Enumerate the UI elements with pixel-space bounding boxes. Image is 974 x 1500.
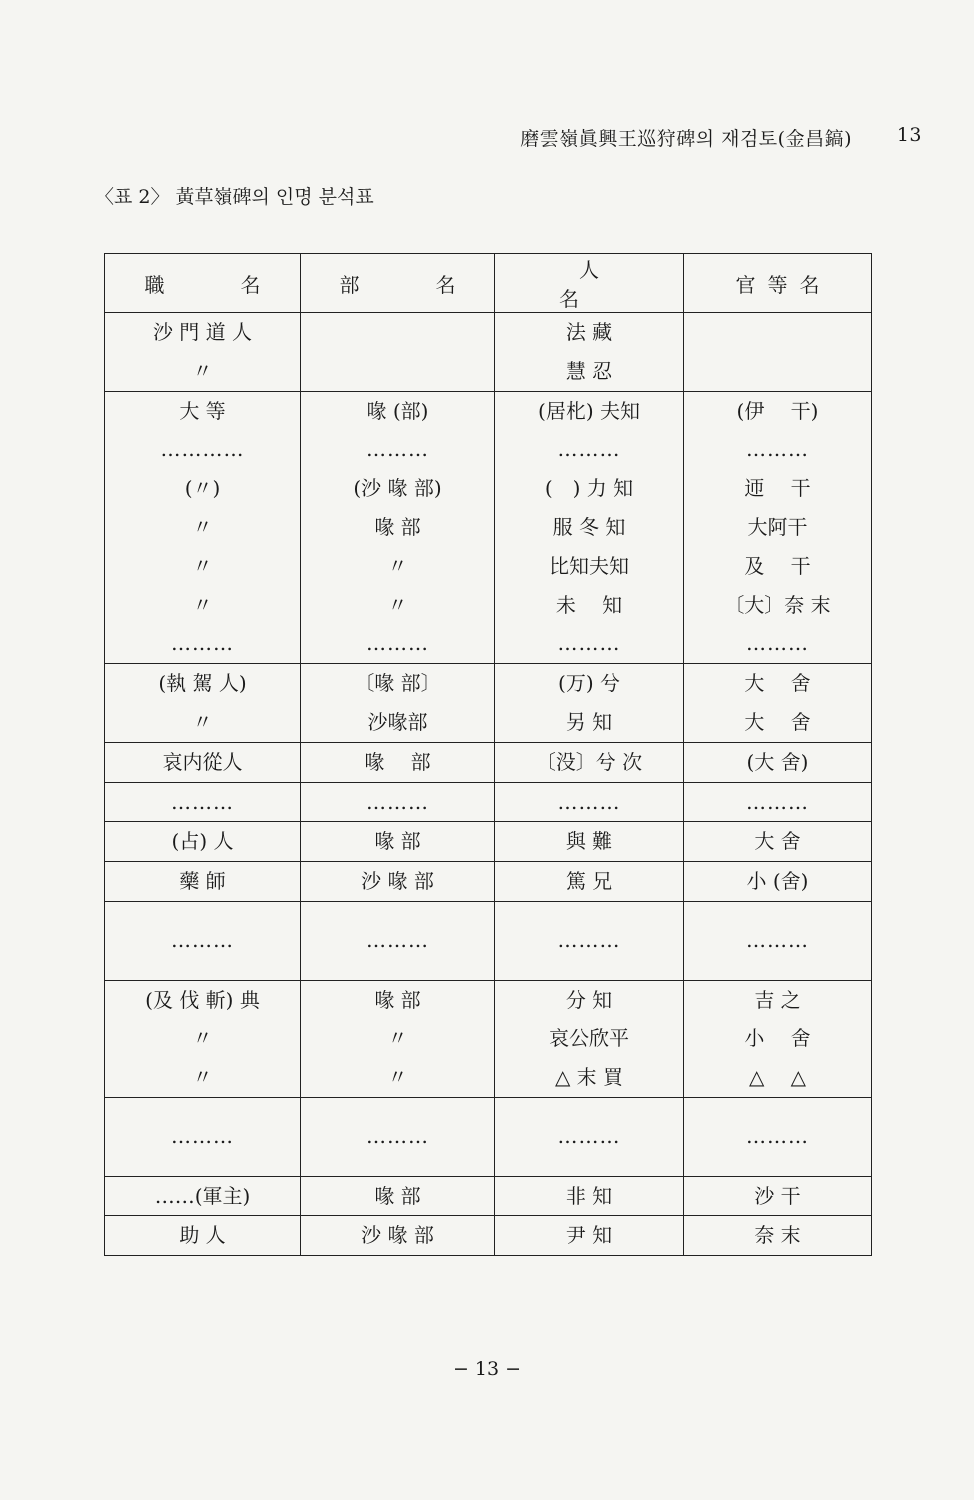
cell-text: 未 知 <box>555 592 623 617</box>
column-header: 人 名 <box>495 254 684 313</box>
table-cell <box>105 822 301 862</box>
cell-text: 喙 部 <box>364 749 431 774</box>
cell-text: ……… <box>366 789 429 814</box>
table-cell <box>495 1097 684 1176</box>
cell-text: 〔没〕兮 次 <box>535 749 643 774</box>
cell-text: 喙 部 <box>374 829 421 854</box>
table-row <box>105 862 872 902</box>
table-cell <box>684 1097 872 1176</box>
cell-text: 〃 <box>192 1065 213 1090</box>
cell-text: 沙 喙 部 <box>361 869 434 894</box>
table-header-row <box>105 254 872 313</box>
cell-text: ……… <box>171 928 234 953</box>
cell-text: (執 駕 人) <box>158 671 247 696</box>
cell-text: 〃 <box>192 553 213 578</box>
column-header: 部 名 <box>301 254 495 313</box>
cell-text: ……… <box>557 1124 621 1149</box>
cell-text: 喙 部 <box>374 987 421 1012</box>
cell-text: 哀公欣平 <box>549 1026 629 1051</box>
table-row <box>105 1216 872 1256</box>
cell-text: 喙 部 <box>374 1183 421 1208</box>
cell-text: ……… <box>746 631 809 656</box>
column-header: 官等名 <box>684 254 872 313</box>
table-cell <box>684 391 872 664</box>
table-cell <box>105 782 301 822</box>
cell-text: ……(軍主) <box>154 1183 251 1208</box>
cell-text: ………… <box>160 437 245 462</box>
cell-text: 大 舍 <box>754 829 801 854</box>
cell-text: 沙 喙 部 <box>361 1223 434 1248</box>
cell-text: 奈 末 <box>754 1223 801 1248</box>
cell-text: ( ) 力 知 <box>544 476 634 501</box>
table-cell <box>495 664 684 743</box>
cell-text: (伊 干) <box>736 398 819 423</box>
cell-text: 〃 <box>387 553 408 578</box>
cell-text: 〃 <box>387 592 408 617</box>
cell-text: ……… <box>171 631 234 656</box>
cell-text: (占) 人 <box>171 829 234 854</box>
cell-text: 〃 <box>192 592 213 617</box>
table-cell <box>301 391 495 664</box>
analysis-table <box>104 253 872 1256</box>
table-cell <box>105 1216 301 1256</box>
table-cell <box>684 742 872 782</box>
table-cell <box>105 391 301 664</box>
table-cell <box>301 901 495 980</box>
cell-text: ……… <box>557 437 621 462</box>
table-cell <box>684 1176 872 1216</box>
cell-text: 藥 師 <box>179 869 226 894</box>
cell-text: 與 難 <box>565 829 613 854</box>
cell-text: ……… <box>366 631 429 656</box>
cell-text: 另 知 <box>565 709 613 734</box>
table-row <box>105 822 872 862</box>
cell-text: ……… <box>171 789 234 814</box>
table-cell <box>495 822 684 862</box>
cell-text: 非 知 <box>565 1183 613 1208</box>
table-row <box>105 901 872 980</box>
cell-text: 〃 <box>192 709 213 734</box>
table-cell <box>301 822 495 862</box>
cell-text: ……… <box>366 1124 429 1149</box>
cell-text: ……… <box>366 928 429 953</box>
table-cell <box>105 1097 301 1176</box>
cell-text: 大 等 <box>179 398 226 423</box>
table-cell <box>684 980 872 1097</box>
cell-text: 喙 部 <box>374 514 421 539</box>
cell-text: ……… <box>746 789 809 814</box>
cell-text: 喙 (部) <box>366 398 429 423</box>
cell-text: 小 (舍) <box>746 869 809 894</box>
table-cell <box>495 1176 684 1216</box>
cell-text: 〃 <box>387 1026 408 1051</box>
cell-text: 法 藏 <box>565 320 613 344</box>
table-cell <box>105 980 301 1097</box>
table-cell <box>684 901 872 980</box>
table-cell <box>105 664 301 743</box>
cell-text: 分 知 <box>565 987 613 1012</box>
cell-text: 迊 干 <box>744 476 811 501</box>
cell-text: ……… <box>366 437 429 462</box>
running-title: 磨雲嶺眞興王巡狩碑의 재검토(金昌鎬) <box>520 128 852 150</box>
table-cell <box>301 1216 495 1256</box>
table-row <box>105 742 872 782</box>
cell-text: 沙 門 道 人 <box>152 320 253 344</box>
table-row <box>105 782 872 822</box>
table-cell <box>495 742 684 782</box>
cell-text: (及 伐 斬) 典 <box>145 987 260 1012</box>
table-caption: 〈표 2〉 黃草嶺碑의 인명 분석표 <box>95 186 374 208</box>
running-header <box>520 124 922 151</box>
cell-text: 篤 兄 <box>565 869 613 894</box>
cell-text: (万) 兮 <box>558 671 620 696</box>
table-cell <box>301 782 495 822</box>
table-cell <box>105 742 301 782</box>
cell-text: 大 舍 <box>744 709 811 734</box>
table-cell <box>684 822 872 862</box>
cell-text: 〃 <box>192 514 213 539</box>
table-cell <box>301 1176 495 1216</box>
cell-text: △ 末 買 <box>554 1065 624 1090</box>
cell-text: (沙 喙 部) <box>353 476 442 501</box>
table-cell <box>495 782 684 822</box>
table-cell <box>684 313 872 392</box>
cell-text: 小 舍 <box>744 1026 811 1051</box>
cell-text: ……… <box>557 789 621 814</box>
page-footer: − 13 − <box>452 1358 522 1380</box>
table-cell <box>105 313 301 392</box>
table-cell <box>105 862 301 902</box>
cell-text: 〃 <box>387 1065 408 1090</box>
cell-text: (居朼) 夫知 <box>538 398 640 423</box>
table-row <box>105 313 872 392</box>
table-cell <box>684 782 872 822</box>
table-cell <box>684 664 872 743</box>
table-cell <box>301 862 495 902</box>
cell-text: 吉 之 <box>754 987 801 1012</box>
cell-text: 〃 <box>192 1026 213 1051</box>
cell-text: 沙喙部 <box>367 709 428 734</box>
cell-text: 慧 忍 <box>565 358 613 383</box>
table-cell <box>301 1097 495 1176</box>
cell-text: ……… <box>746 928 809 953</box>
cell-text: 〃 <box>192 358 213 383</box>
cell-text: (〃) <box>184 476 221 501</box>
table-row <box>105 664 872 743</box>
cell-text: 服 冬 知 <box>552 514 626 539</box>
table-cell <box>301 664 495 743</box>
table-cell <box>684 862 872 902</box>
cell-text: 大 舍 <box>744 671 811 696</box>
cell-text: 〔喙 部〕 <box>354 671 441 696</box>
cell-text: 大阿干 <box>747 514 808 539</box>
cell-text: 比知夫知 <box>549 553 629 578</box>
cell-text: △ △ <box>748 1065 807 1090</box>
table-cell <box>105 901 301 980</box>
cell-text: ……… <box>746 437 809 462</box>
table-row <box>105 391 872 664</box>
cell-text: 哀内從人 <box>162 749 243 774</box>
cell-text: 尹 知 <box>565 1223 613 1248</box>
cell-text: ……… <box>557 631 621 656</box>
cell-text: ……… <box>171 1124 234 1149</box>
table-cell <box>495 862 684 902</box>
cell-text: (大 舍) <box>746 749 809 774</box>
table-cell <box>495 1216 684 1256</box>
cell-text: 沙 干 <box>754 1183 801 1208</box>
table-cell <box>495 313 684 392</box>
table-cell <box>495 980 684 1097</box>
table-cell <box>495 901 684 980</box>
column-header: 職 名 <box>105 254 301 313</box>
header-page-number: 13 <box>896 124 922 146</box>
cell-text: ……… <box>557 928 621 953</box>
table-cell <box>495 391 684 664</box>
table-cell <box>684 1216 872 1256</box>
cell-text: 及 干 <box>744 553 811 578</box>
cell-text: 〔大〕奈 末 <box>724 592 831 617</box>
table-row <box>105 980 872 1097</box>
table-cell <box>301 742 495 782</box>
cell-text: 助 人 <box>179 1223 226 1248</box>
table-row <box>105 1097 872 1176</box>
table-row <box>105 1176 872 1216</box>
cell-text: ……… <box>746 1124 809 1149</box>
table-cell <box>105 1176 301 1216</box>
table-cell <box>301 313 495 392</box>
table-cell <box>301 980 495 1097</box>
